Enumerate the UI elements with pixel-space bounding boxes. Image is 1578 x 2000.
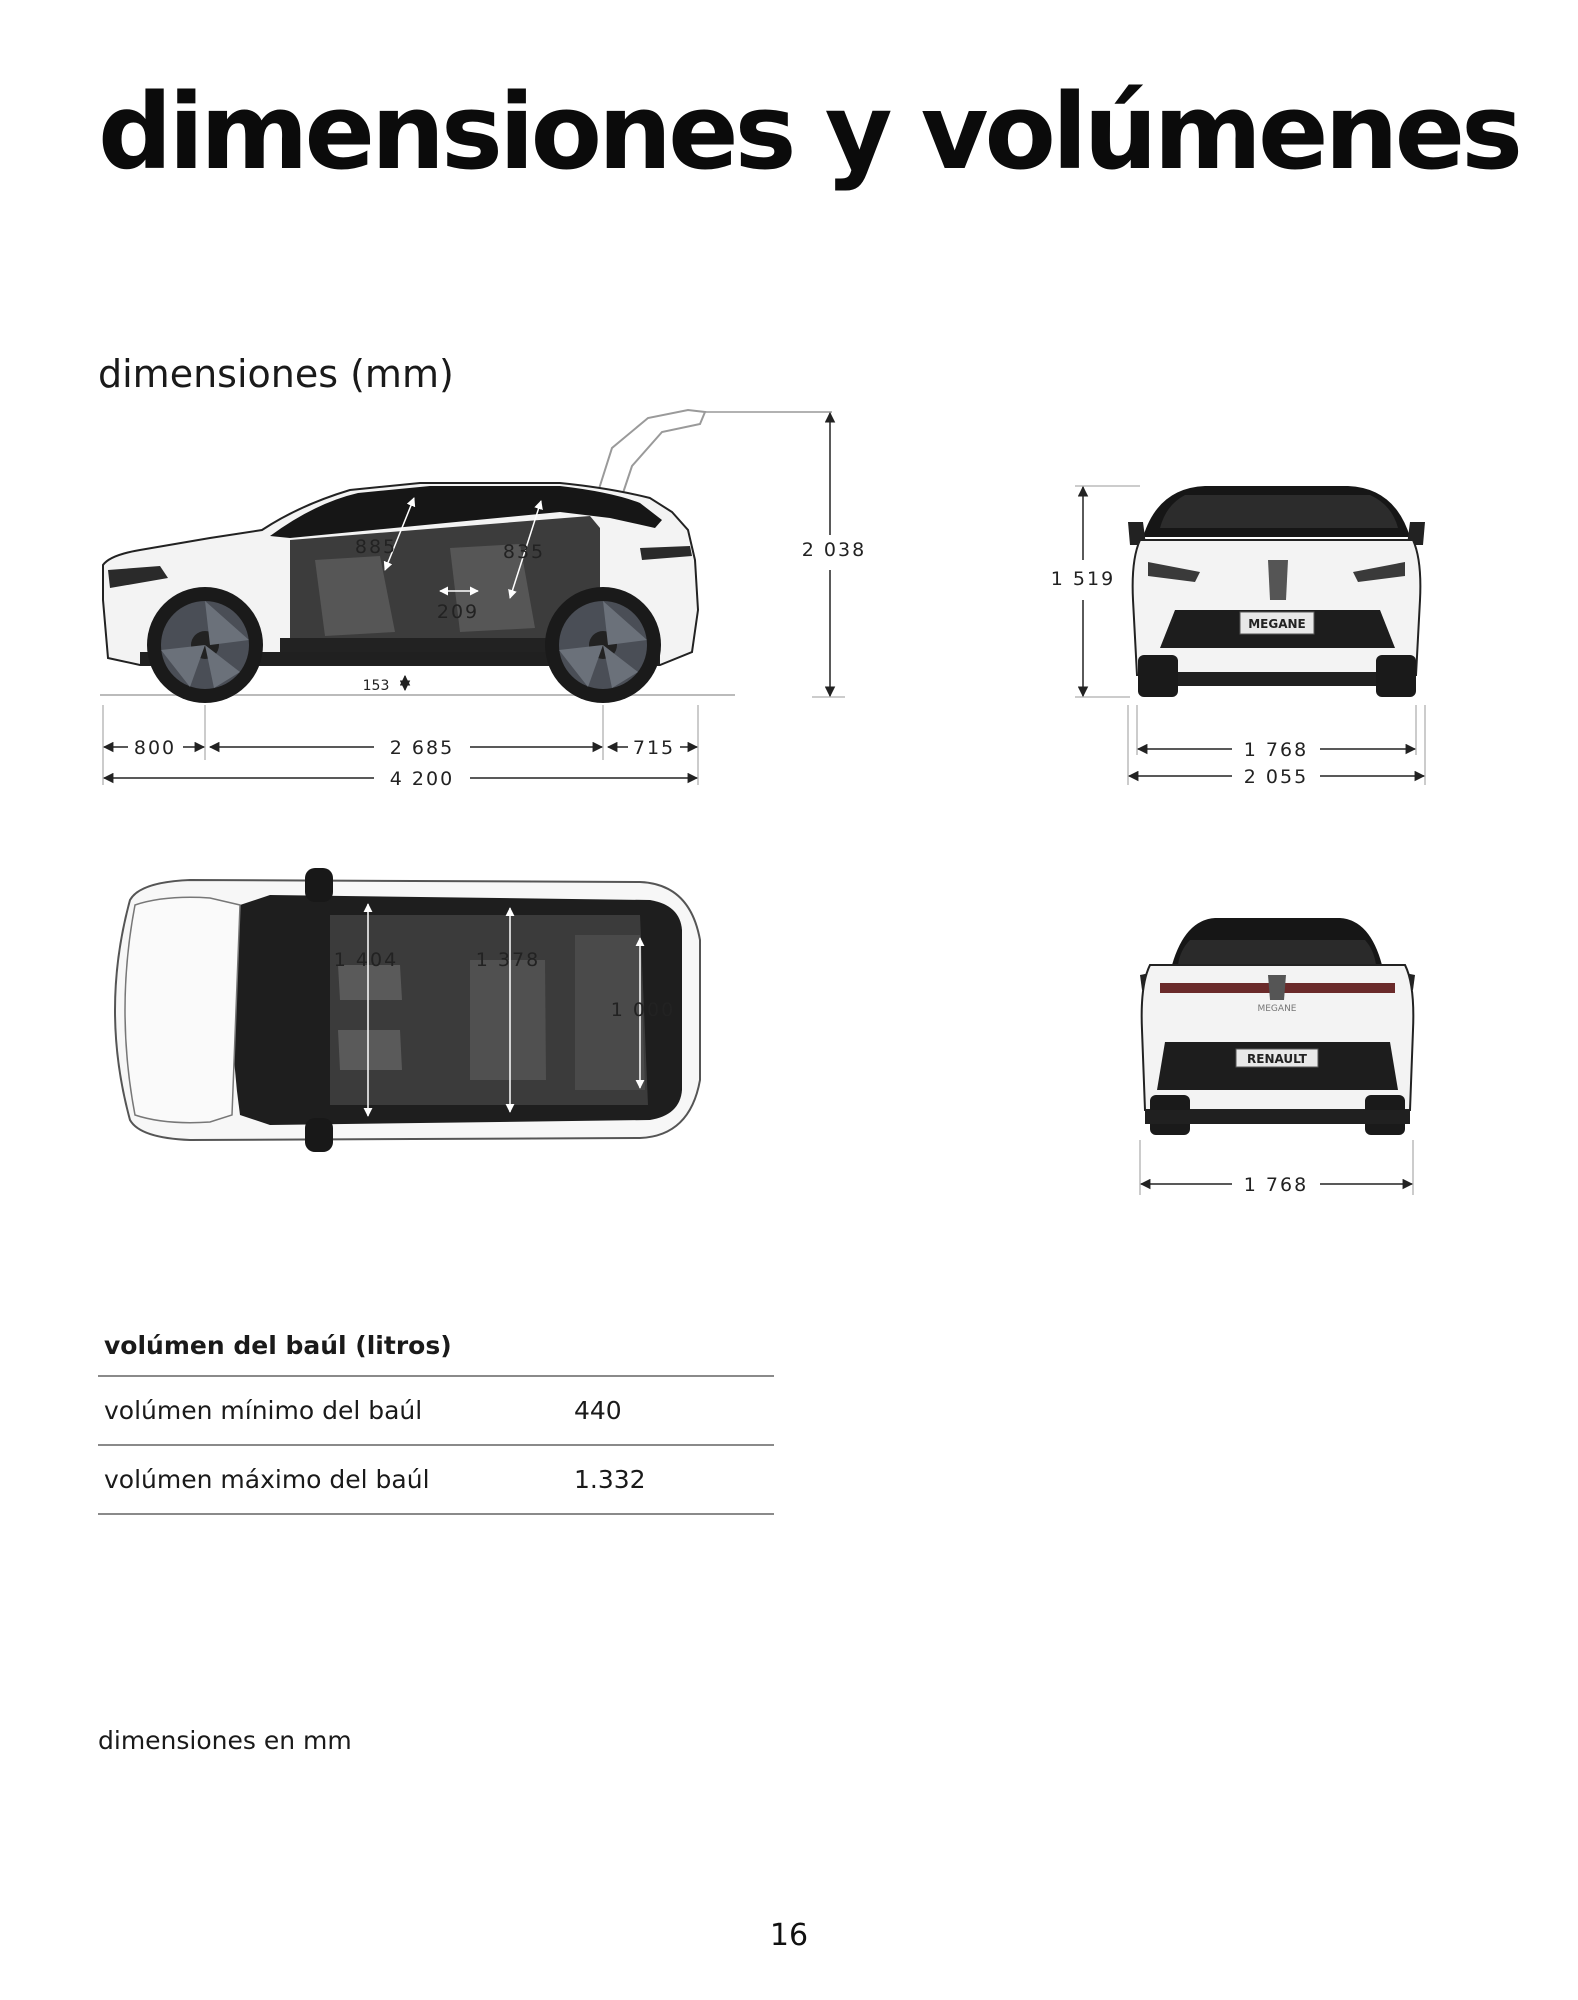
front-width-label: 1 768 [1243, 739, 1309, 761]
page-title: dimensiones y volúmenes [98, 71, 1520, 193]
front-view-car [1128, 486, 1425, 697]
page-number: 16 [769, 1918, 809, 1953]
trunk-min-value: 440 [574, 1376, 774, 1445]
table-row [98, 1376, 774, 1445]
trunk-min-label: volúmen mínimo del baúl [98, 1376, 574, 1445]
front-height-label: 1 519 [1050, 568, 1116, 590]
rear-legroom-label: 209 [436, 601, 480, 623]
overall-length-label: 4 200 [389, 768, 455, 790]
front-elbow-width-label: 1 404 [333, 949, 399, 971]
footnote: dimensiones en mm [98, 1726, 352, 1755]
rear-view-car [1140, 918, 1415, 1135]
rear-elbow-width-label: 1 378 [475, 949, 541, 971]
table-row [98, 1445, 774, 1514]
ground-clearance-label: 153 [362, 678, 390, 694]
rear-badge-text: RENAULT [1247, 1052, 1307, 1066]
side-view-car [100, 410, 832, 703]
trunk-volume-table [98, 1315, 774, 1515]
trunk-table-heading: volúmen del baúl (litros) [98, 1315, 774, 1376]
height-tailgate-open-label: 2 038 [801, 539, 867, 561]
trunk-max-value: 1.332 [574, 1445, 774, 1514]
front-headroom-label: 885 [354, 536, 398, 558]
rear-model-script: MEGANE [1257, 1004, 1297, 1014]
front-width-mirrors-label: 2 055 [1243, 766, 1309, 788]
front-badge-text: MEGANE [1248, 617, 1306, 631]
section-subtitle: dimensiones (mm) [98, 352, 454, 396]
rear-overhang-label: 715 [632, 737, 676, 759]
rear-headroom-label: 835 [502, 541, 546, 563]
wheelbase-label: 2 685 [389, 737, 455, 759]
rear-width-label: 1 768 [1243, 1174, 1309, 1196]
front-overhang-label: 800 [133, 737, 177, 759]
trunk-max-label: volúmen máximo del baúl [98, 1445, 574, 1514]
trunk-width-label: 1 000 [610, 999, 676, 1021]
